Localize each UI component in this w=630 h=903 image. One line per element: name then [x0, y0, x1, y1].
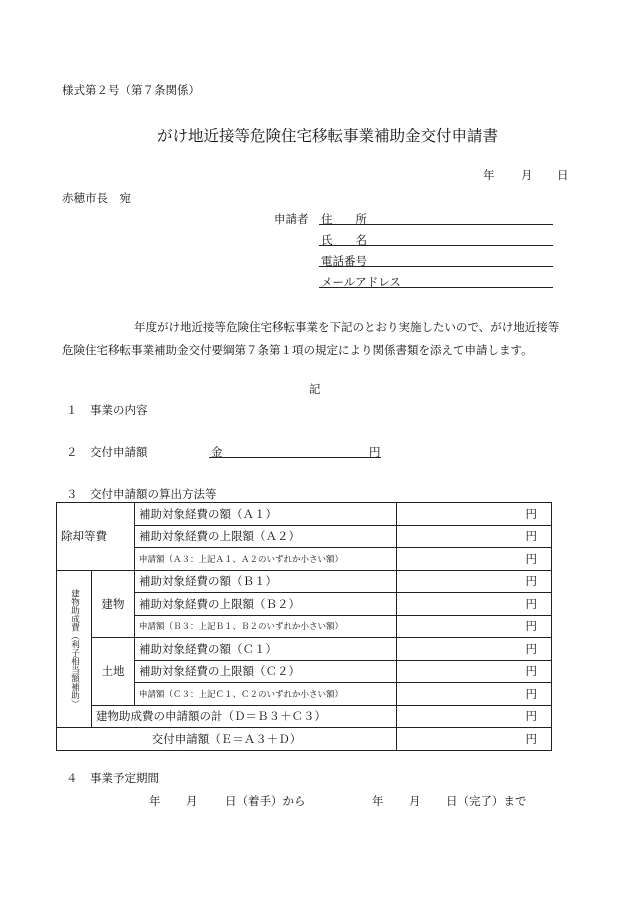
table-row	[57, 503, 552, 526]
period-start-year: 年	[149, 794, 161, 808]
form-label: 様式第２号（第７条関係）	[62, 83, 200, 97]
table-row	[57, 570, 552, 593]
building-label: 建物	[92, 570, 135, 638]
row-c1-amount[interactable]: 円	[397, 638, 552, 661]
row-a3-label: 申請額（Ａ３：上記Ａ１、Ａ２のいずれか小さい額）	[135, 548, 397, 571]
land-label: 土地	[92, 638, 135, 706]
period-end-month: 月	[409, 794, 421, 808]
date-day: 日	[557, 168, 569, 182]
field-phone-label: 電話番号	[321, 254, 367, 268]
row-a1-amount[interactable]: 円	[397, 503, 552, 526]
section-1-num: １	[66, 403, 78, 417]
building-aid-label-cell	[57, 570, 92, 728]
period-end-year: 年	[372, 794, 384, 808]
date-month: 月	[521, 168, 533, 182]
section-3-label: 交付申請額の算出方法等	[90, 487, 217, 501]
period-start-day: 日（着手）から	[225, 794, 306, 808]
field-email-label: メールアドレス	[321, 275, 401, 289]
row-a2-amount[interactable]: 円	[397, 525, 552, 548]
calculation-table	[56, 502, 552, 751]
row-c2-amount[interactable]: 円	[397, 660, 552, 683]
field-phone-line[interactable]	[319, 266, 553, 267]
body-paragraph: 年度がけ地近接等危険住宅移転事業を下記のとおり実施したいので、がけ地近接等危険住宅移転事業補助金交付要綱第７条第１項の規定により関係書類を添えて申請します。	[62, 320, 560, 357]
row-b3-label: 申請額（Ｂ３：上記Ｂ１、Ｂ２のいずれか小さい額）	[135, 615, 397, 638]
row-c3-amount[interactable]: 円	[397, 683, 552, 706]
row-a1-label: 補助対象経費の額（Ａ１）	[135, 503, 397, 526]
section-1-label: 事業の内容	[90, 403, 148, 417]
row-a2-label: 補助対象経費の上限額（Ａ２）	[135, 525, 397, 548]
field-email-line[interactable]	[319, 287, 553, 288]
row-a3-amount[interactable]: 円	[397, 548, 552, 571]
amount-kin: 金	[211, 445, 223, 459]
field-address-line[interactable]	[319, 224, 553, 225]
row-b2-amount[interactable]: 円	[397, 593, 552, 616]
section-4-label: 事業予定期間	[90, 771, 159, 785]
grand-total-label: 交付申請額（Ｅ＝Ａ３＋Ｄ）	[57, 728, 397, 751]
building-total-amount[interactable]: 円	[397, 705, 552, 728]
section-3-num: ３	[66, 487, 78, 501]
table-row	[57, 638, 552, 661]
ki-heading: 記	[309, 382, 321, 396]
row-b2-label: 補助対象経費の上限額（Ｂ２）	[135, 593, 397, 616]
amount-line[interactable]	[209, 457, 381, 458]
table-row	[57, 728, 552, 751]
period-end-day: 日（完了）まで	[446, 794, 527, 808]
date-year: 年	[483, 168, 495, 182]
applicant-label: 申請者	[274, 212, 309, 226]
field-name-line[interactable]	[319, 245, 553, 246]
building-aid-label: 建物助成費（利子相当額補助）	[69, 589, 80, 709]
row-c3-label: 申請額（Ｃ３：上記Ｃ１、Ｃ２のいずれか小さい額）	[135, 683, 397, 706]
amount-yen: 円	[369, 445, 381, 459]
demolition-label: 除却等費	[57, 503, 135, 571]
row-b3-amount[interactable]: 円	[397, 615, 552, 638]
field-name-label: 氏 名	[321, 233, 367, 247]
row-b1-amount[interactable]: 円	[397, 570, 552, 593]
section-2-num: ２	[66, 445, 78, 459]
row-c2-label: 補助対象経費の上限額（Ｃ２）	[135, 660, 397, 683]
period-start-month: 月	[186, 794, 198, 808]
row-b1-label: 補助対象経費の額（Ｂ１）	[135, 570, 397, 593]
section-2-label: 交付申請額	[90, 445, 148, 459]
grand-total-amount[interactable]: 円	[397, 728, 552, 751]
addressee: 赤穂市長 宛	[62, 191, 131, 205]
section-4-num: ４	[66, 771, 78, 785]
row-c1-label: 補助対象経費の額（Ｃ１）	[135, 638, 397, 661]
document-title: がけ地近接等危険住宅移転事業補助金交付申請書	[157, 127, 499, 145]
table-row	[57, 705, 552, 728]
building-total-label: 建物助成費の申請額の計（Ｄ＝Ｂ３＋Ｃ３）	[92, 705, 397, 728]
field-address-label: 住 所	[321, 212, 367, 226]
